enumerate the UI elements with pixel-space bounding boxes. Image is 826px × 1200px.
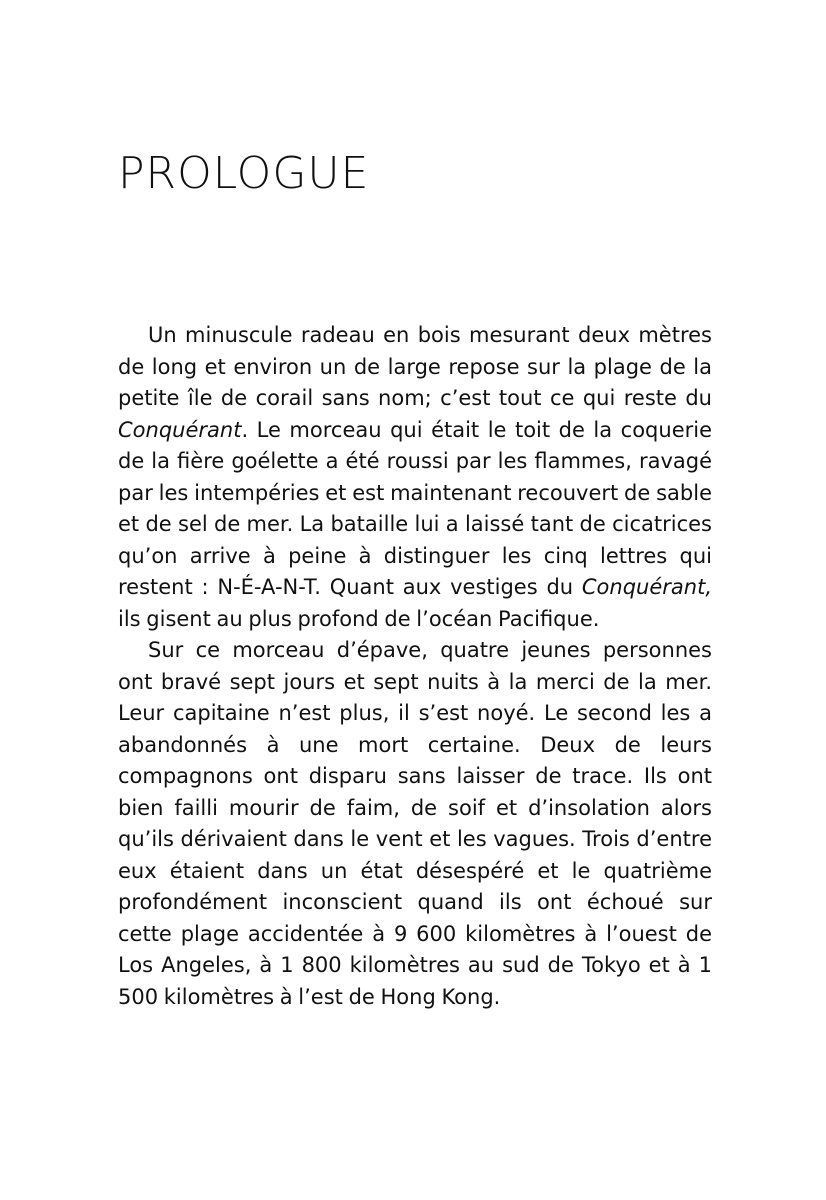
text-segment: ils gisent au plus profond de l’océan Pacifique. xyxy=(118,606,600,631)
ship-name: Conquérant, xyxy=(581,575,712,599)
text-segment: Sur ce morceau d’épave, quatre jeunes personnes ont bravé sept jours et sept nuits à la merci de la mer. Leur capitaine n’est plus, il s’est noyé. Le second les a abandonnés à une mort certaine. Deux de leurs compagnons ont disparu sans laisser de trace. Ils ont bien failli mourir de faim, de soif et d’insolation alors qu’ils dérivaient dans le vent et les vagues. Trois d’entre eux étaient dans un état désespéré et le quatrième profondément inconscient quand ils ont échoué sur cette plage accidentée à 9 600 kilomètres à l’ouest de Los Angeles, à 1 800 kilomètres au sud de Tokyo et à 1 500 kilomètres à l’est de Hong Kong. xyxy=(118,638,712,1009)
text-segment: . Le morceau qui était le toit de la coquerie de la fière goélette a été roussi par les flammes, ravagé par les intempéries et est maintenant recouvert de sable et de sel de mer. La bataille lui a laissé tant de cicatrices qu’on arrive à peine à distinguer les cinq lettres qui restent : N-É-A-N-T. Quant aux vestiges du xyxy=(118,417,712,599)
text-segment: Un minuscule radeau en bois mesurant deux mètres de long et environ un de large repose sur la plage de la petite île de corail sans nom; c’est tout ce qui reste du xyxy=(118,323,712,410)
paragraph xyxy=(118,635,712,1013)
ship-name: Conquérant xyxy=(118,417,242,442)
paragraph xyxy=(118,320,712,635)
body-text xyxy=(118,320,712,1013)
chapter-title: PROLOGUE xyxy=(118,148,370,199)
